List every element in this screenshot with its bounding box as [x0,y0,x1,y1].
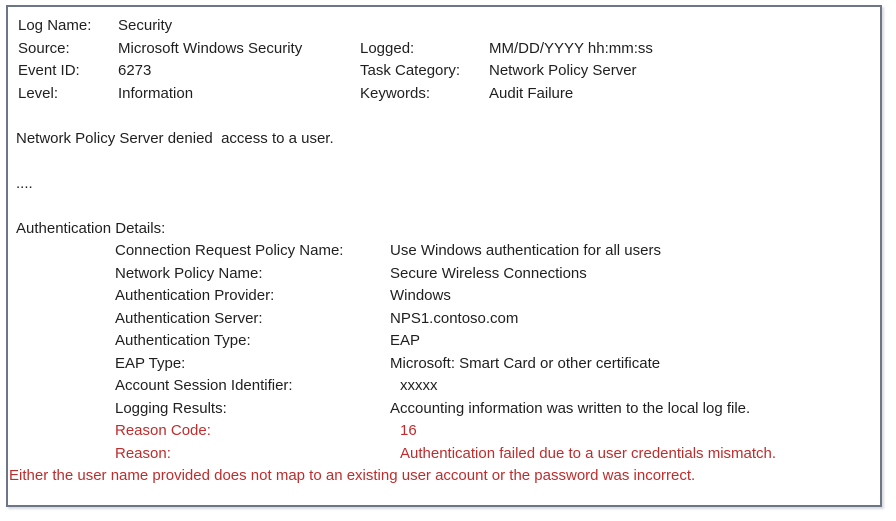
detail-value: 16 [400,422,417,439]
event-id-value: 6273 [118,62,152,79]
detail-row-authentication-server [8,308,880,331]
task-category-label: Task Category: [360,62,461,79]
detail-row-connection-request-policy [8,240,880,263]
log-name-value: Security [118,17,173,34]
detail-label: Network Policy Name: [115,264,263,282]
detail-value: Windows [390,287,451,304]
detail-value: xxxxx [400,377,438,394]
spacer [8,195,880,218]
event-description: Network Policy Server denied access to a user. [16,129,334,147]
detail-label: Connection Request Policy Name: [115,242,344,259]
detail-row-account-session-identifier [8,375,880,398]
keywords-value: Audit Failure [489,84,574,102]
level-value: Information [118,84,194,102]
header-row-source-logged [8,38,880,61]
log-name-label: Log Name: [18,17,92,34]
header-row-log-name [8,15,880,38]
detail-row-network-policy [8,263,880,286]
ellipsis-row [8,173,880,196]
event-description-row [8,128,880,151]
event-record-box [6,5,882,507]
header-row-eventid-taskcategory [8,60,880,83]
detail-label: EAP Type: [115,354,186,372]
detail-value: NPS1.contoso.com [390,309,519,327]
event-id-label: Event ID: [18,62,80,79]
detail-row-authentication-provider [8,285,880,308]
detail-value: EAP [390,332,421,349]
detail-label: Reason Code: [115,422,211,439]
detail-label: Logging Results: [115,399,227,417]
detail-value: Accounting information was written to the local log file. [390,399,751,417]
detail-value: Microsoft: Smart Card or other certificate [390,354,661,372]
detail-row-eap-type [8,353,880,376]
spacer [8,150,880,173]
task-category-value: Network Policy Server [489,62,637,79]
logged-label: Logged: [360,39,415,57]
detail-label: Authentication Server: [115,309,263,327]
error-explanation-row [8,465,880,488]
detail-label: Reason: [115,444,171,462]
detail-label: Account Session Identifier: [115,377,293,394]
source-value: Microsoft Windows Security [118,39,303,57]
source-label: Source: [18,39,70,57]
spacer [8,105,880,128]
detail-value: Authentication failed due to a user credentials mismatch. [400,444,777,462]
detail-value: Use Windows authentication for all users [390,242,661,259]
detail-row-authentication-type [8,330,880,353]
detail-row-reason [8,443,880,466]
section-title-row [8,218,880,241]
detail-row-logging-results [8,398,880,421]
header-row-level-keywords [8,83,880,106]
keywords-label: Keywords: [360,84,431,102]
detail-value: Secure Wireless Connections [390,264,587,282]
level-label: Level: [18,84,59,102]
authentication-details-title: Authentication Details: [16,219,166,237]
ellipsis-text: .... [16,174,33,192]
detail-row-reason-code [8,420,880,443]
logged-value: MM/DD/YYYY hh:mm:ss [489,39,653,57]
detail-label: Authentication Provider: [115,287,275,304]
error-explanation: Either the user name provided does not map to an existing user account or the password was incorrect. [9,467,696,484]
detail-label: Authentication Type: [115,332,251,349]
